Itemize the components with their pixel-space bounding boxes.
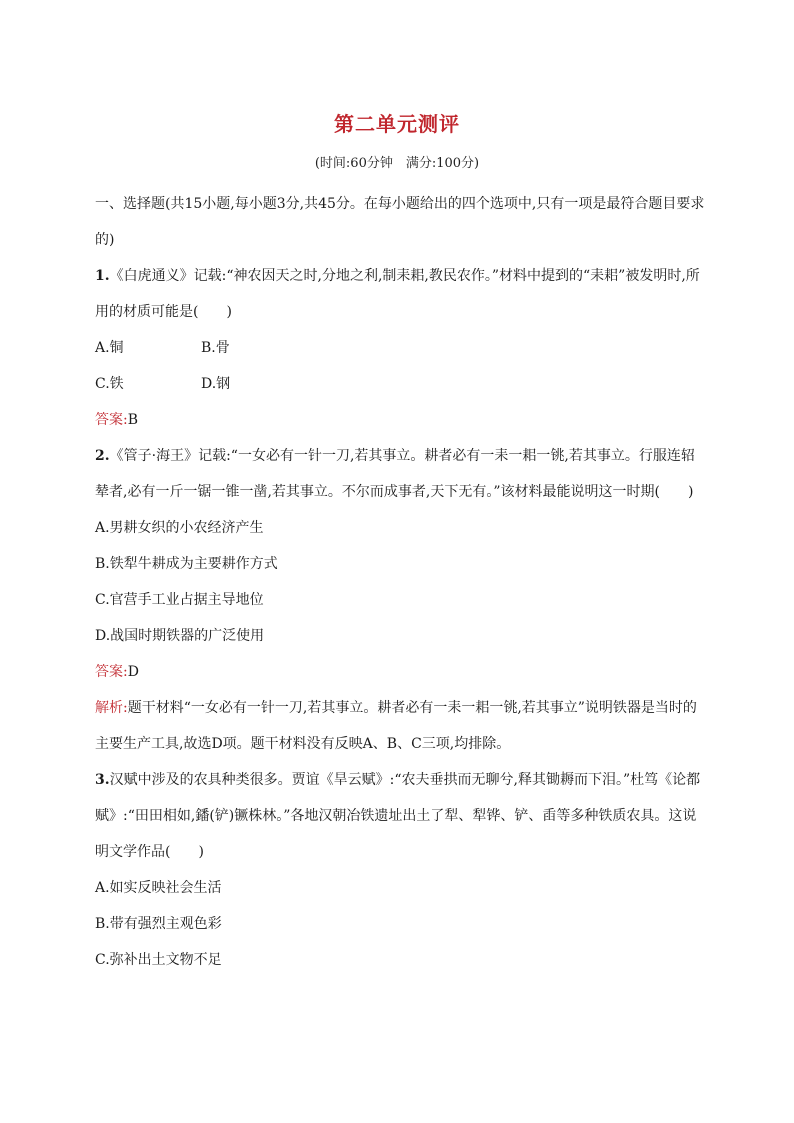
answer-value: D xyxy=(127,664,139,680)
answer-label: 答案: xyxy=(95,664,128,680)
answer-line xyxy=(95,402,705,438)
option-a: A.如实反映社会生活 xyxy=(95,880,222,896)
option-a: A.铜 xyxy=(95,340,124,356)
section-heading: 一、选择题(共15小题,每小题3分,共45分。在每小题给出的四个选项中,只有一项是最符合题目要求的) xyxy=(95,196,705,248)
exam-content xyxy=(95,186,705,978)
question-number: 1. xyxy=(95,268,110,284)
analysis-text: 题干材料“一女必有一针一刀,若其事立。耕者必有一耒一耜一铫,若其事立”说明铁器是当时的主要生产工具,故选D项。题干材料没有反映A、B、C三项,均排除。 xyxy=(95,700,697,752)
analysis-label: 解析: xyxy=(95,700,128,716)
question-number: 3. xyxy=(95,772,110,788)
option-c: C.铁 xyxy=(95,376,124,392)
option-c: C.官营手工业占据主导地位 xyxy=(95,592,264,608)
answer-label: 答案: xyxy=(95,412,128,428)
exam-meta: (时间:60分钟 满分:100分) xyxy=(314,156,480,171)
option-b: B.带有强烈主观色彩 xyxy=(95,916,222,932)
analysis-line xyxy=(95,690,705,762)
question-2 xyxy=(95,438,705,510)
question-number: 2. xyxy=(95,448,110,464)
question-text: 汉赋中涉及的农具种类很多。贾谊《旱云赋》:“农夫垂拱而无聊兮,释其锄耨而下泪。”杜笃《论都赋》:“田田相如,鐇(铲)镢株林。”各地汉朝冶铁遗址出土了犁、犁铧、铲、臿等多种铁质农具。这说明文学作品( ) xyxy=(95,772,701,860)
option-c: C.弥补出土文物不足 xyxy=(95,952,222,968)
page-title: 第二单元测评 xyxy=(334,112,460,136)
question-3 xyxy=(95,762,705,870)
option-d: D.钢 xyxy=(201,376,231,392)
question-text: 《管子·海王》记载:“一女必有一针一刀,若其事立。耕者必有一耒一耜一铫,若其事立。行服连轺辇者,必有一斤一锯一锥一凿,若其事立。不尔而成事者,天下无有。”该材料最能说明这一时期( ) xyxy=(95,448,695,500)
option-b: B.铁犁牛耕成为主要耕作方式 xyxy=(95,556,278,572)
question-1 xyxy=(95,258,705,330)
answer-value: B xyxy=(127,412,139,428)
options-row-2 xyxy=(95,366,705,402)
option-d: D.战国时期铁器的广泛使用 xyxy=(95,628,265,644)
options-row-1 xyxy=(95,330,705,366)
option-a: A.男耕女织的小农经济产生 xyxy=(95,520,264,536)
question-text: 《白虎通义》记载:“神农因天之时,分地之利,制耒耜,教民农作。”材料中提到的“耒耜”被发明时,所用的材质可能是( ) xyxy=(95,268,700,320)
answer-line xyxy=(95,654,705,690)
option-b: B.骨 xyxy=(201,340,230,356)
